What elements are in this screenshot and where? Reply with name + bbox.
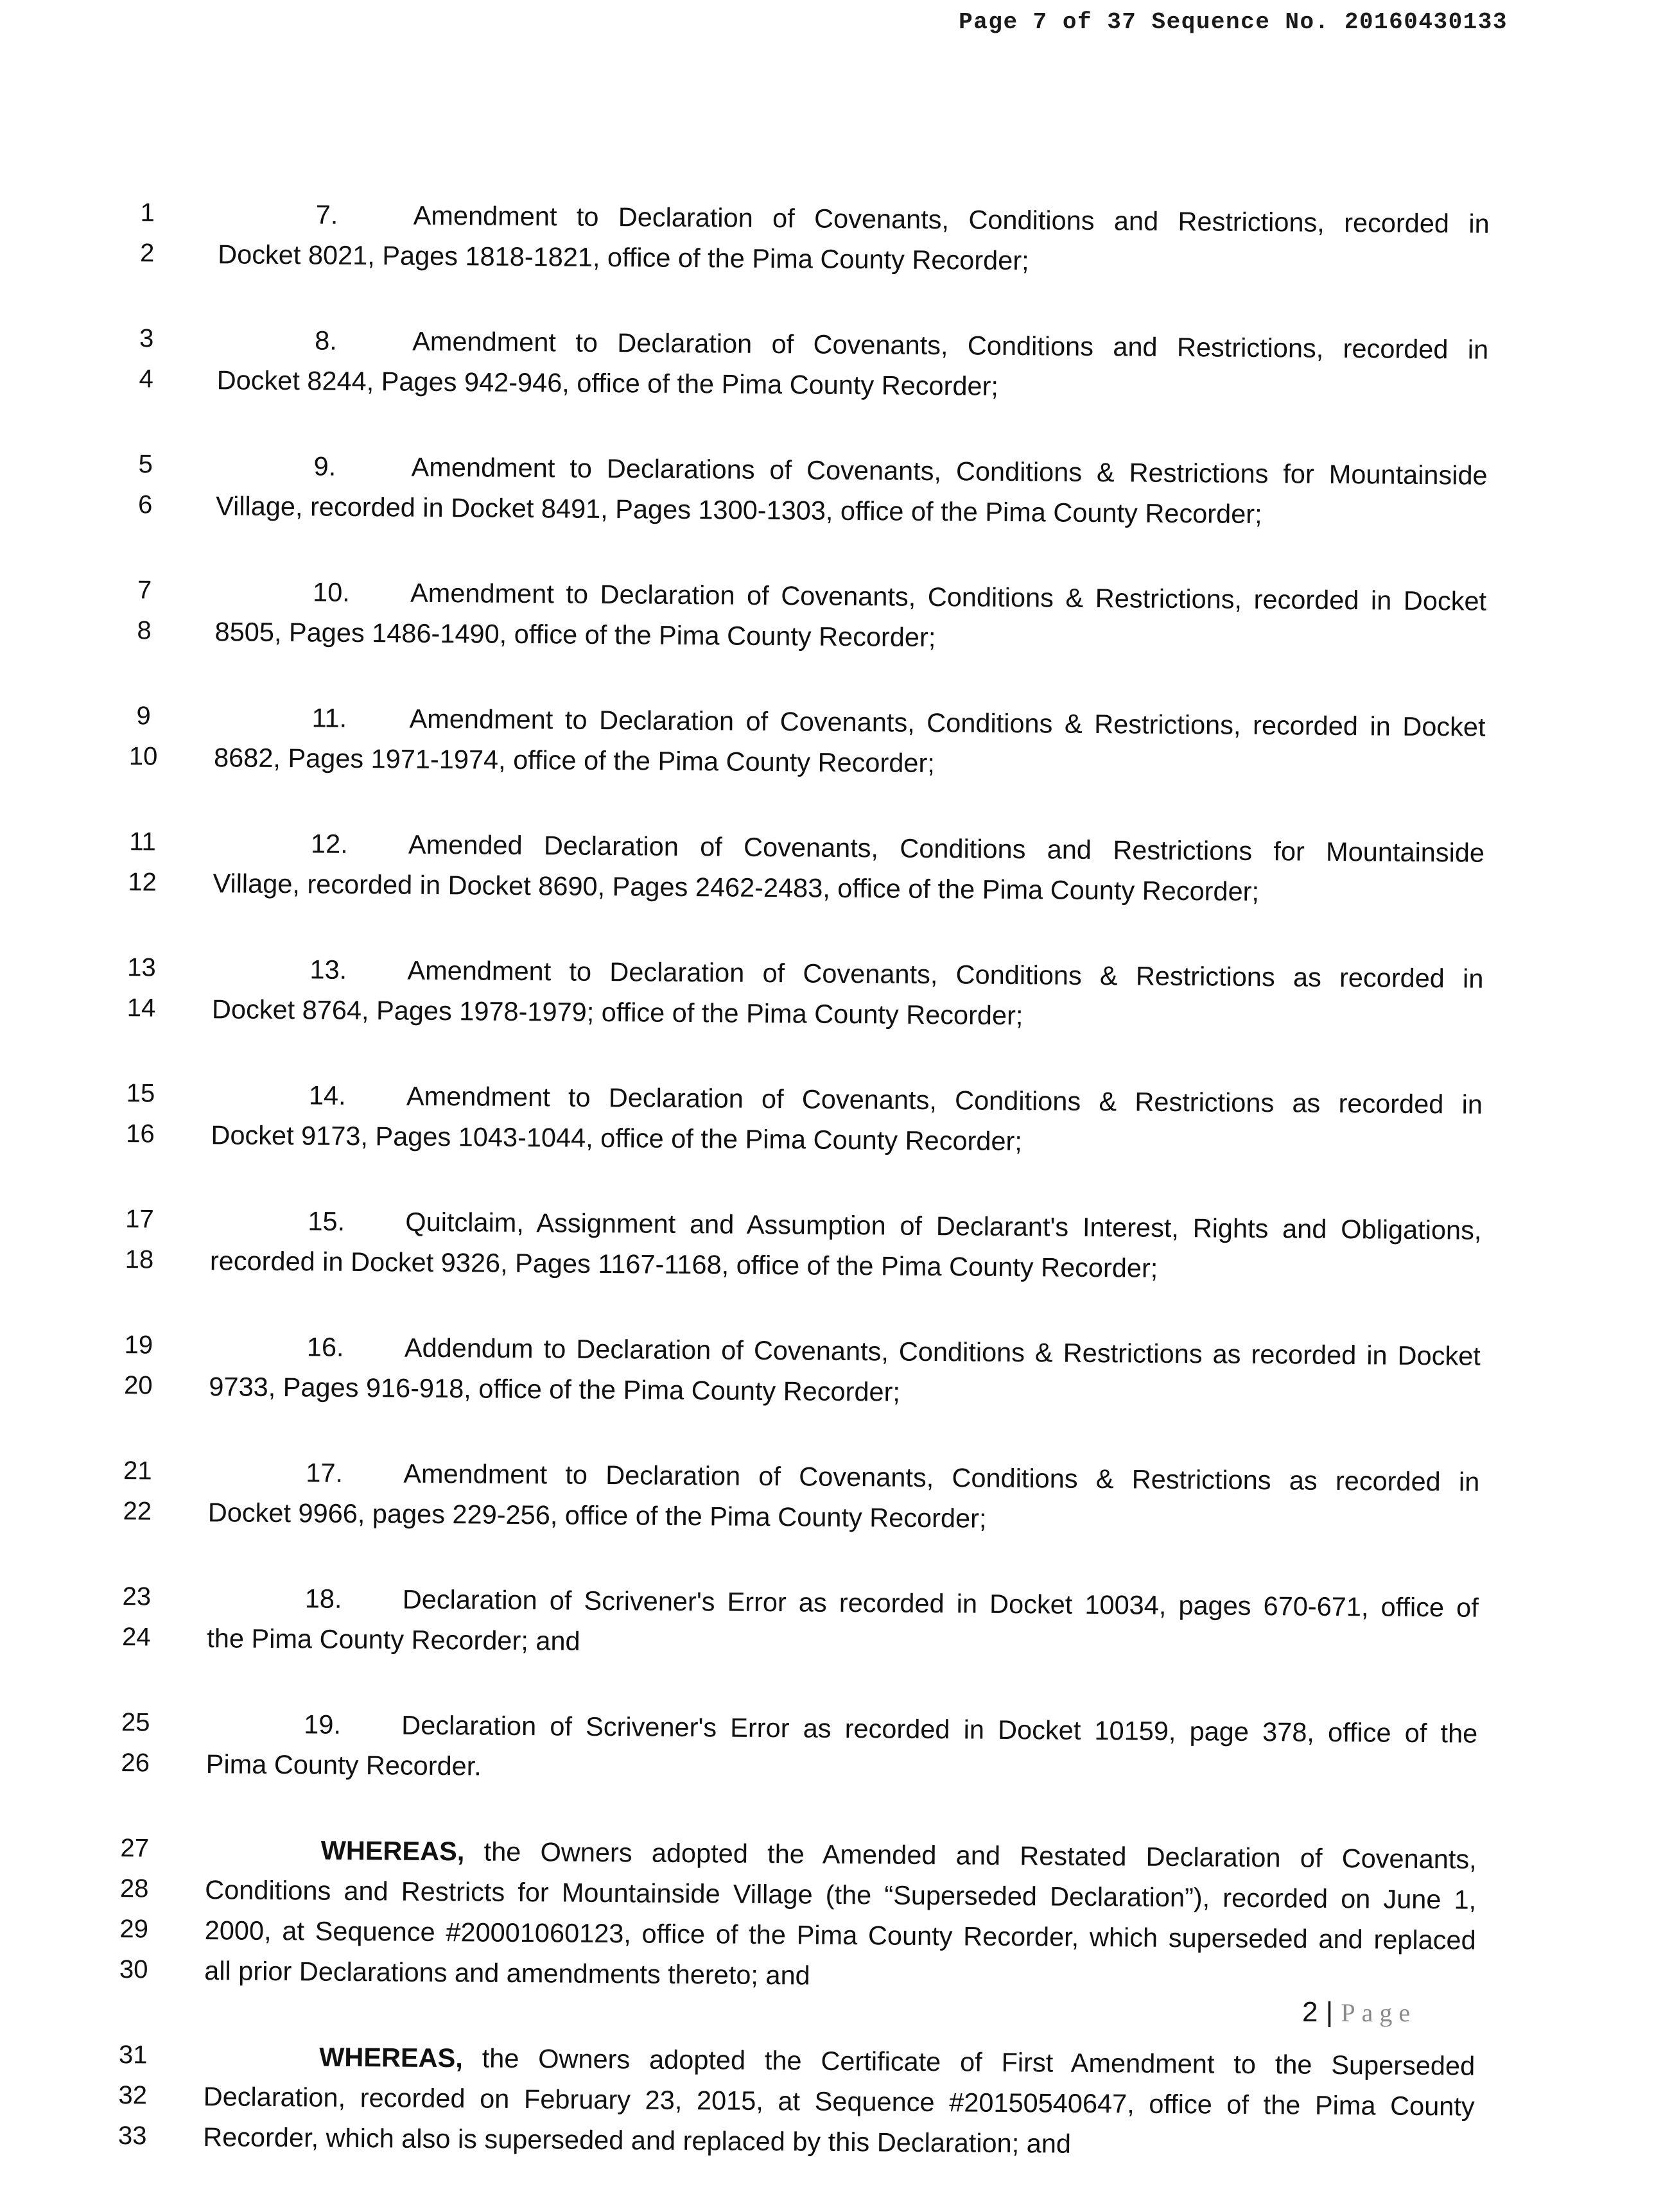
- line-number: 5: [138, 450, 153, 479]
- item-number: 13.: [309, 954, 347, 985]
- item-number: 9.: [313, 451, 336, 481]
- line-number: 4: [139, 365, 154, 393]
- recorded-item-19: [103, 1702, 1478, 1794]
- line-number: 33: [118, 2121, 147, 2150]
- item-number: 12.: [310, 828, 348, 859]
- line-number: 3: [139, 324, 154, 353]
- line-number: 16: [126, 1119, 155, 1148]
- indent: [204, 2065, 319, 2066]
- line-number: 23: [122, 1582, 152, 1611]
- indent: [205, 1858, 321, 1859]
- line-number: 25: [121, 1708, 150, 1737]
- item-text: Amendment to Declaration of Covenants, Conditions & Restrictions as recorded in: [403, 1458, 1480, 1497]
- item-number: 17.: [306, 1457, 344, 1488]
- line-number: 22: [123, 1497, 152, 1526]
- line-text: Village, recorded in Docket 8690, Pages 2462-2483, office of the Pima County Recorder;: [213, 868, 1260, 907]
- item-text: Amendment to Declaration of Covenants, Conditions and Restrictions, recorded in: [412, 325, 1489, 365]
- item-text: Amendment to Declaration of Covenants, Conditions & Restrictions as recorded in: [407, 955, 1484, 994]
- page-sequence-header: Page 7 of 37 Sequence No. 20160430133: [959, 9, 1508, 35]
- line-text: Docket 8021, Pages 1818-1821, office of the Pima County Recorder;: [218, 239, 1029, 276]
- line-text: Docket 8244, Pages 942-946, office of the Pima County Recorder;: [216, 365, 999, 401]
- item-text: Addendum to Declaration of Covenants, Conditions & Restrictions as recorded in Docket: [404, 1332, 1481, 1371]
- item-text: Amended Declaration of Covenants, Conditions and Restrictions for Mountainside: [408, 829, 1485, 868]
- whereas-clause-2: [100, 2035, 1475, 2167]
- item-text: Amendment to Declaration of Covenants, Conditions & Restrictions as recorded in: [406, 1080, 1483, 1119]
- line-number: 24: [121, 1623, 151, 1652]
- footer-page-word: Page: [1341, 1998, 1417, 2027]
- line-text: Recorder, which also is superseded and replaced by this Declaration; and: [203, 2121, 1072, 2159]
- line-text: 8682, Pages 1971-1974, office of the Pima County Recorder;: [213, 742, 935, 779]
- item-text: Quitclaim, Assignment and Assumption of Declarant's Interest, Rights and Obligations,: [405, 1206, 1482, 1245]
- item-number: 16.: [306, 1331, 344, 1362]
- line-text: recorded in Docket 9326, Pages 1167-1168, office of the Pima County Recorder;: [209, 1245, 1158, 1283]
- item-text: Amendment to Declarations of Covenants, Conditions & Restrictions for Mountainside: [411, 451, 1488, 490]
- line-number: 8: [137, 616, 152, 645]
- line-text: Declaration, recorded on February 23, 2015, at Sequence #20150540647, office of the Pima County: [203, 2081, 1475, 2121]
- recorded-item-10: [112, 570, 1486, 662]
- line-text: Docket 8764, Pages 1978-1979; office of the Pima County Recorder;: [211, 994, 1023, 1031]
- clause-text: the Owners adopted the Amended and Restated Declaration of Covenants,: [483, 1836, 1477, 1874]
- line-number: 13: [127, 953, 156, 982]
- recorded-item-9: [113, 444, 1488, 536]
- item-number: 18.: [304, 1583, 342, 1614]
- line-number: 1: [140, 198, 155, 227]
- line-number: 32: [118, 2081, 148, 2110]
- whereas-keyword: WHEREAS,: [320, 1835, 465, 1867]
- line-number: 27: [120, 1834, 150, 1863]
- line-number: 21: [123, 1456, 152, 1485]
- page-footer: [1302, 1996, 1416, 2028]
- recorded-item-18: [104, 1577, 1479, 1668]
- line-text: Village, recorded in Docket 8491, Pages 1300-1303, office of the Pima County Recorder;: [215, 490, 1262, 530]
- line-number: 15: [126, 1079, 155, 1108]
- whereas-clause-1: [101, 1828, 1477, 2001]
- line-number: 9: [136, 702, 151, 730]
- line-text: 9733, Pages 916-918, office of the Pima County Recorder;: [209, 1371, 901, 1407]
- line-number: 14: [126, 994, 156, 1023]
- footer-separator: |: [1325, 1996, 1334, 2028]
- recorded-item-17: [105, 1451, 1480, 1542]
- item-number: 8.: [315, 325, 338, 356]
- line-text: Pima County Recorder.: [205, 1749, 482, 1781]
- line-number: 12: [128, 868, 157, 897]
- line-number: 20: [123, 1371, 153, 1400]
- line-number: 31: [118, 2041, 148, 2069]
- item-text: Declaration of Scrivener's Error as recorded in Docket 10034, pages 670-671, office of: [402, 1584, 1479, 1623]
- item-text: Amendment to Declaration of Covenants, Conditions & Restrictions, recorded in Docket: [410, 577, 1487, 616]
- item-number: 10.: [312, 576, 351, 607]
- line-number: 11: [129, 827, 156, 856]
- recorded-item-16: [106, 1325, 1481, 1417]
- footer-page-number: 2: [1302, 1996, 1318, 2028]
- item-number: 15.: [308, 1205, 345, 1236]
- item-text: Amendment to Declaration of Covenants, Conditions and Restrictions, recorded in: [413, 200, 1490, 239]
- line-number: 30: [119, 1955, 148, 1984]
- recorded-item-8: [114, 318, 1488, 410]
- line-number: 29: [119, 1915, 149, 1944]
- line-number: 26: [121, 1749, 150, 1777]
- line-number: 28: [119, 1874, 149, 1903]
- line-text: 8505, Pages 1486-1490, office of the Pima County Recorder;: [214, 616, 936, 653]
- item-text: Amendment to Declaration of Covenants, Conditions & Restrictions, recorded in Docket: [409, 703, 1486, 742]
- line-text: all prior Declarations and amendments thereto; and: [204, 1955, 810, 1991]
- recorded-item-7: [115, 193, 1490, 284]
- line-number: 7: [137, 576, 152, 605]
- line-text: Conditions and Restricts for Mountainside Village (the “Superseded Declaration”), recorded on June 1,: [205, 1874, 1477, 1915]
- line-number: 10: [128, 742, 158, 771]
- recorded-item-12: [110, 822, 1484, 913]
- line-number: 6: [137, 490, 153, 519]
- line-text: the Pima County Recorder; and: [207, 1623, 580, 1656]
- clause-text: the Owners adopted the Certificate of First Amendment to the Superseded: [482, 2043, 1476, 2081]
- line-number: 19: [124, 1331, 153, 1360]
- document-body: [100, 193, 1490, 2212]
- recorded-item-11: [111, 696, 1486, 788]
- recorded-item-13: [109, 947, 1484, 1039]
- line-text: Docket 9173, Pages 1043-1044, office of the Pima County Recorder;: [211, 1119, 1023, 1157]
- line-text: 2000, at Sequence #20001060123, office of the Pima County Recorder, which superseded and replaced: [204, 1915, 1476, 1955]
- line-number: 18: [125, 1245, 154, 1274]
- item-number: 14.: [308, 1080, 346, 1110]
- line-number: 2: [139, 239, 155, 268]
- whereas-keyword: WHEREAS,: [319, 2041, 464, 2073]
- item-text: Declaration of Scrivener's Error as recorded in Docket 10159, page 378, office of the: [401, 1709, 1478, 1749]
- item-number: 19.: [304, 1709, 342, 1740]
- line-text: Docket 9966, pages 229-256, office of the Pima County Recorder;: [207, 1497, 987, 1534]
- recorded-item-15: [107, 1199, 1482, 1291]
- line-number: 17: [125, 1205, 154, 1234]
- item-number: 11.: [311, 702, 347, 733]
- recorded-item-14: [108, 1073, 1483, 1165]
- item-number: 7.: [315, 199, 338, 230]
